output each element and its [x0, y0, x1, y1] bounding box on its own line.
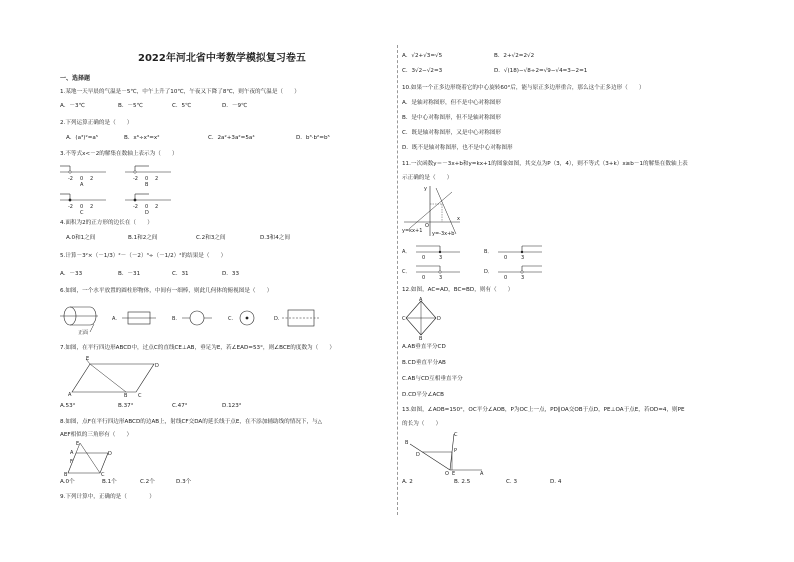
q8-label-a: A — [70, 450, 74, 456]
q4-option-d: D.3和4之间 — [260, 235, 290, 241]
q3-option-a: A — [80, 182, 84, 188]
q8-figure — [62, 441, 112, 477]
q13-option-c: C. 3 — [506, 479, 518, 485]
q2-stem: 2.下列运算正确的是（ ） — [60, 120, 133, 126]
q3-tick: 0 — [80, 176, 84, 182]
q11-eq2: y=-3x+b — [432, 231, 455, 237]
q1-option-c: C．5℃ — [172, 103, 192, 109]
q6-option-c-shape — [240, 311, 254, 325]
q5-stem: 5.计算－3²×（－1/3）²－（－2）³÷（－1/2）²的结果是（ ） — [60, 253, 227, 259]
q8-label-e: E — [76, 441, 80, 447]
q11-option-c-line — [402, 266, 460, 281]
q13-label-o: O — [445, 471, 449, 477]
q13-figure — [402, 430, 486, 476]
q3-line-c — [60, 194, 106, 216]
q11-stem-line2: 示正确的是（ ） — [402, 175, 453, 181]
q12-label-c: C — [402, 316, 406, 322]
q5-option-b: B．－31 — [118, 271, 141, 277]
q11-tick: 3 — [439, 255, 443, 261]
q3-stem: 3.不等式x<－2的解集在数轴上表示为（ ） — [60, 151, 178, 157]
q10-stem: 10.如果一个正多边形绕着它的中心旋转60°后，能与原正多边形重合，那么这个正多边形（ ） — [402, 85, 645, 91]
q7-stem: 7.如图，在平行四边形ABCD中，过点C的直线CE⊥AB，垂足为E，若∠EAD=53°，则∠BCE的度数为（ ） — [60, 345, 336, 351]
q10-option-b: B．是中心对称图形，但不是轴对称图形 — [402, 115, 501, 121]
q6-option-d-shape — [282, 310, 320, 326]
q11-option-b: B． — [484, 249, 493, 255]
q3-tick: -2 — [133, 204, 138, 210]
q10-option-a: A．是轴对称图形，但不是中心对称图形 — [402, 100, 501, 106]
q1-option-d: D．－9℃ — [222, 103, 248, 109]
q3-tick: 2 — [155, 204, 159, 210]
q11-tick: 0 — [422, 255, 426, 261]
q3-tick: 0 — [145, 204, 149, 210]
q10-option-d: D．既不是轴对称图形，也不是中心对称图形 — [402, 145, 513, 151]
q7-option-a: A.53° — [60, 403, 76, 409]
q12-option-c: C.AB与CD互相垂直平分 — [402, 376, 463, 382]
q11-tick: 0 — [422, 275, 426, 281]
q3-line-b — [125, 166, 171, 188]
q5-option-c: C．31 — [172, 271, 189, 277]
q4-option-b: B.1和2之间 — [128, 235, 158, 241]
q8-label-f: F — [70, 459, 73, 465]
q13-label-e: E — [452, 471, 456, 477]
q6-option-b: B. — [172, 316, 178, 322]
section-heading: 一、选择题 — [60, 75, 91, 82]
q6-front-label: 正面 — [78, 330, 89, 336]
q8-option-c: C.2个 — [140, 479, 155, 485]
q12-label-a: A — [419, 297, 423, 303]
q12-label-d: D — [437, 316, 441, 322]
q4-option-a: A.0和1之间 — [66, 235, 96, 241]
q8-label-b: B — [64, 472, 68, 478]
q7-label-b: B — [124, 393, 128, 399]
q8-option-a: A.0个 — [60, 479, 75, 485]
q3-option-b: B — [145, 182, 149, 188]
q6-option-d: D. — [274, 316, 280, 322]
page-title: 2022年河北省中考数学模拟复习卷五 — [138, 53, 306, 64]
q7-option-c: C.47° — [172, 403, 188, 409]
q6-option-a-shape — [122, 312, 156, 324]
q6-option-a: A. — [112, 316, 117, 322]
q3-line-a — [60, 166, 106, 188]
q2-option-d: D．b³·b²=b⁵ — [296, 135, 330, 141]
q12-label-b: B — [419, 336, 423, 342]
q8-stem-line2: AEF相似的三角形有（ ） — [60, 432, 133, 438]
q3-line-d — [125, 194, 171, 216]
q13-label-a: A — [480, 471, 484, 477]
q9-option-b: B．2+√2=2√2 — [494, 53, 535, 59]
q12-option-d: D.CD平分∠ACB — [402, 392, 444, 398]
q1-option-b: B．－5℃ — [118, 103, 143, 109]
q3-tick: 0 — [80, 204, 84, 210]
q6-option-c: C. — [228, 316, 234, 322]
q7-label-e: E — [86, 356, 90, 362]
q9-option-c: C．3√2−√2=3 — [402, 68, 443, 74]
q2-option-a: A．(a³)²=a⁵ — [66, 135, 99, 141]
q4-option-c: C.2和3之间 — [196, 235, 226, 241]
cylinder-figure — [60, 307, 98, 336]
q13-option-d: D. 4 — [550, 479, 562, 485]
q11-tick: 3 — [521, 275, 525, 281]
q9-stem: 9.下列计算中，正确的是（ ） — [60, 494, 155, 500]
q11-option-a-line — [402, 246, 460, 261]
q3-tick: 2 — [155, 176, 159, 182]
q1-option-a: A．－3℃ — [60, 103, 85, 109]
q8-label-d: D — [108, 451, 112, 457]
q13-label-b: B — [405, 440, 409, 446]
q3-tick: -2 — [68, 176, 73, 182]
q11-option-d-line — [484, 266, 542, 281]
q13-stem-line2: 的长为（ ） — [402, 421, 442, 427]
q8-label-c: C — [101, 472, 105, 478]
q8-option-b: B.1个 — [102, 479, 117, 485]
q7-label-a: A — [68, 392, 72, 398]
q7-option-d: D.123° — [222, 403, 242, 409]
q11-tick: 0 — [504, 275, 508, 281]
q13-option-a: A. 2 — [402, 479, 413, 485]
q5-option-a: A．－33 — [60, 271, 83, 277]
q8-stem-line1: 8.如图，点F在平行四边形ABCD的边AB上，射线CF交DA的延长线于点E，在不添加辅助线的情况下，与△ — [60, 419, 322, 425]
q6-figure — [60, 302, 350, 336]
q12-figure — [402, 298, 440, 340]
q13-stem-line1: 13.如图，∠AOB=150°，OC平分∠AOB，P为OC上一点，PD∥OA交OB于点D，PE⊥OA于点E，若OD=4，则PE — [402, 407, 685, 413]
q9-option-d: D．√(18)−√8÷2=√9−√4=3−2=1 — [494, 68, 588, 74]
q11-axis-y: y — [424, 186, 427, 192]
q13-label-d: D — [416, 452, 420, 458]
q3-tick: -2 — [133, 176, 138, 182]
q3-option-d: D — [145, 210, 149, 216]
q11-graph — [402, 184, 462, 238]
q9-option-a: A．√2+√3=√5 — [402, 53, 443, 59]
q7-figure — [60, 354, 160, 398]
q11-option-a: A． — [402, 249, 411, 255]
q7-option-b: B.37° — [118, 403, 134, 409]
q11-option-b-line — [484, 246, 542, 261]
q12-stem: 12.如图，AC=AD，BC=BD，则有（ ） — [402, 287, 514, 293]
q3-tick: 2 — [90, 204, 94, 210]
q11-eq1: y=kx+1 — [402, 228, 423, 234]
q10-option-c: C．既是轴对称图形，又是中心对称图形 — [402, 130, 502, 136]
q1-stem: 1.某地一天早晨的气温是－5℃，中午上升了10℃，午夜又下降了8℃，则午夜的气温是（ ） — [60, 89, 300, 95]
q13-label-p: P — [454, 448, 458, 454]
q5-option-d: D．33 — [222, 271, 240, 277]
q6-stem: 6.如图，一个水平放置的圆柱形物体，中间有一细棒，则此几何体的俯视图是（ ） — [60, 288, 273, 294]
q3-option-c: C — [80, 210, 84, 216]
q12-option-a: A.AB垂直平分CD — [402, 344, 446, 350]
q11-tick: 3 — [439, 275, 443, 281]
q6-option-b-shape — [182, 311, 212, 325]
column-divider — [397, 45, 398, 515]
q2-option-c: C．2a²+3a²=5a⁴ — [208, 135, 255, 141]
q13-option-b: B. 2.5 — [454, 479, 471, 485]
q11-options — [402, 242, 562, 280]
q3-number-lines — [60, 160, 180, 215]
q8-option-d: D.3个 — [176, 479, 192, 485]
q7-label-c: C — [138, 393, 142, 399]
q11-stem-line1: 11.一次函数y＝－3x+b和y=kx+1的图象如图，其交点为P（3，4），则不等式（3+k）x≥b－1的解集在数轴上表 — [402, 161, 688, 167]
q13-label-c: C — [454, 432, 458, 438]
q2-option-b: B．x⁶÷x³=x² — [124, 135, 160, 141]
q12-option-b: B.CD垂直平分AB — [402, 360, 446, 366]
q3-tick: 0 — [145, 176, 149, 182]
q11-option-c: C． — [402, 269, 411, 275]
q11-tick: 3 — [521, 255, 525, 261]
q11-tick: 0 — [504, 255, 508, 261]
q4-stem: 4.面积为2的正方形的边长在（ ） — [60, 220, 153, 226]
q7-label-d: D — [155, 363, 159, 369]
q11-origin: O — [425, 223, 429, 229]
q11-option-d: D． — [484, 269, 493, 275]
q11-axis-x: x — [457, 216, 460, 222]
q3-tick: 2 — [90, 176, 94, 182]
q3-tick: -2 — [68, 204, 73, 210]
